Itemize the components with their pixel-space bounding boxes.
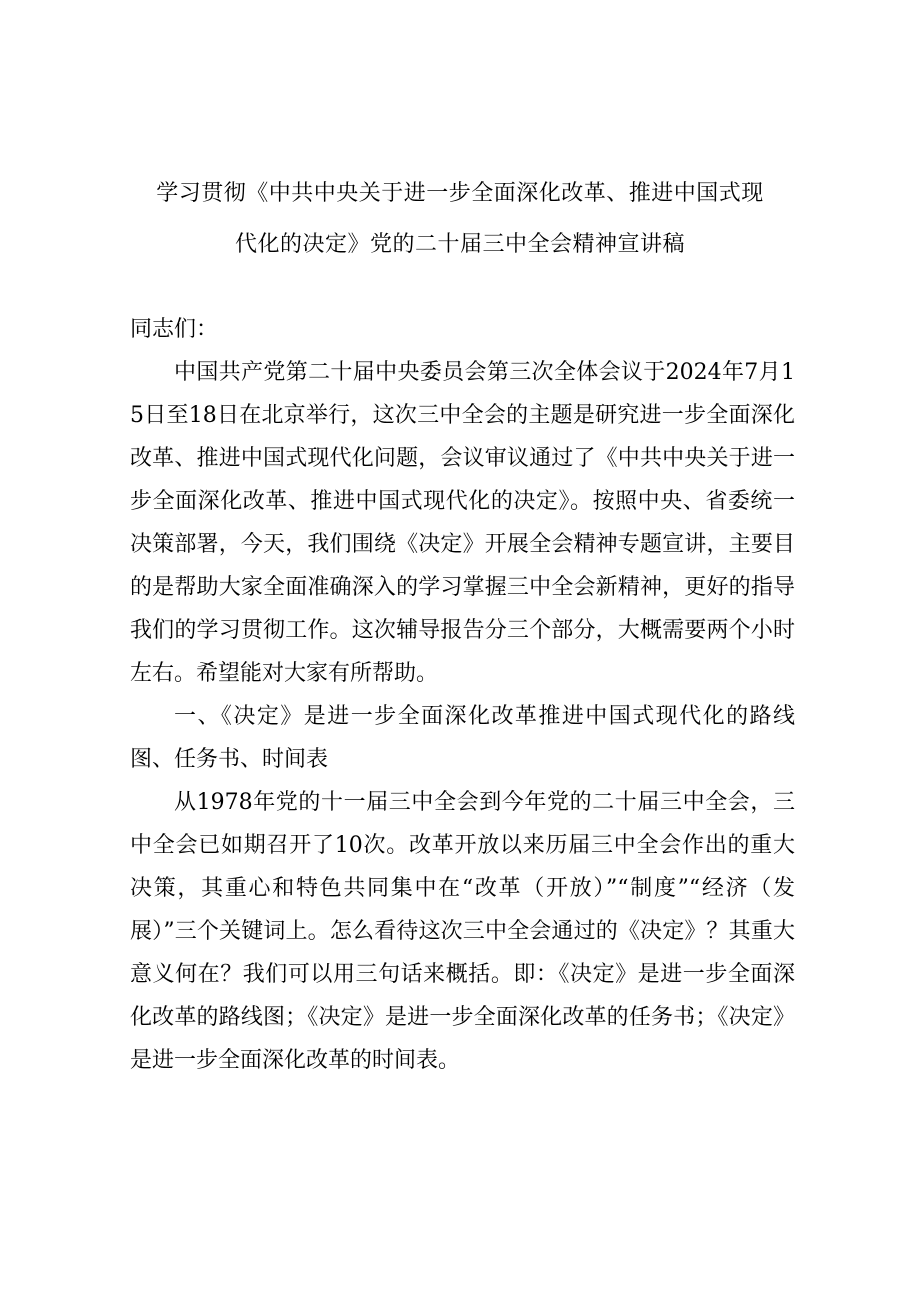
salutation: 同志们： (130, 317, 219, 342)
section-heading-1: 一、《决定》是进一步全面深化改革推进中国式现代化的路线图、任务书、时间表 (130, 704, 795, 772)
document-title (130, 168, 790, 270)
paragraph-intro: 中国共产党第二十届中央委员会第三次全体会议于2024年7月15日至18日在北京举行，这次三中全会的主题是研究进一步全面深化改革、推进中国式现代化问题，会议审议通过了《中共中央关于进一步全面深化改革、推进中国式现代化的决定》。按照中央、省委统一决策部署，今天，我们围绕《决定》开展全会精神专题宣讲，主要目的是帮助大家全面准确深入的学习掌握三中全会新精神，更好的指导我们的学习贯彻工作。这次辅导报告分三个部分，大概需要两个小时左右。希望能对大家有所帮助。 (130, 360, 795, 686)
title-line-1: 学习贯彻《中共中央关于进一步全面深化改革、推进中国式现 (156, 181, 764, 206)
title-line-2: 代化的决定》党的二十届三中全会精神宣讲稿 (234, 232, 685, 257)
document-body (130, 308, 795, 1082)
paragraph-section-1: 从1978年党的十一届三中全会到今年党的二十届三中全会，三中全会已如期召开了10次。改革开放以来历届三中全会作出的重大决策，其重心和特色共同集中在“改革（开放）”“制度”“经济（发展）”三个关键词上。怎么看待这次三中全会通过的《决定》？其重大意义何在？我们可以用三句话来概括。即：《决定》是进一步全面深化改革的路线图；《决定》是进一步全面深化改革的任务书；《决定》是进一步全面深化改革的时间表。 (130, 790, 795, 1073)
